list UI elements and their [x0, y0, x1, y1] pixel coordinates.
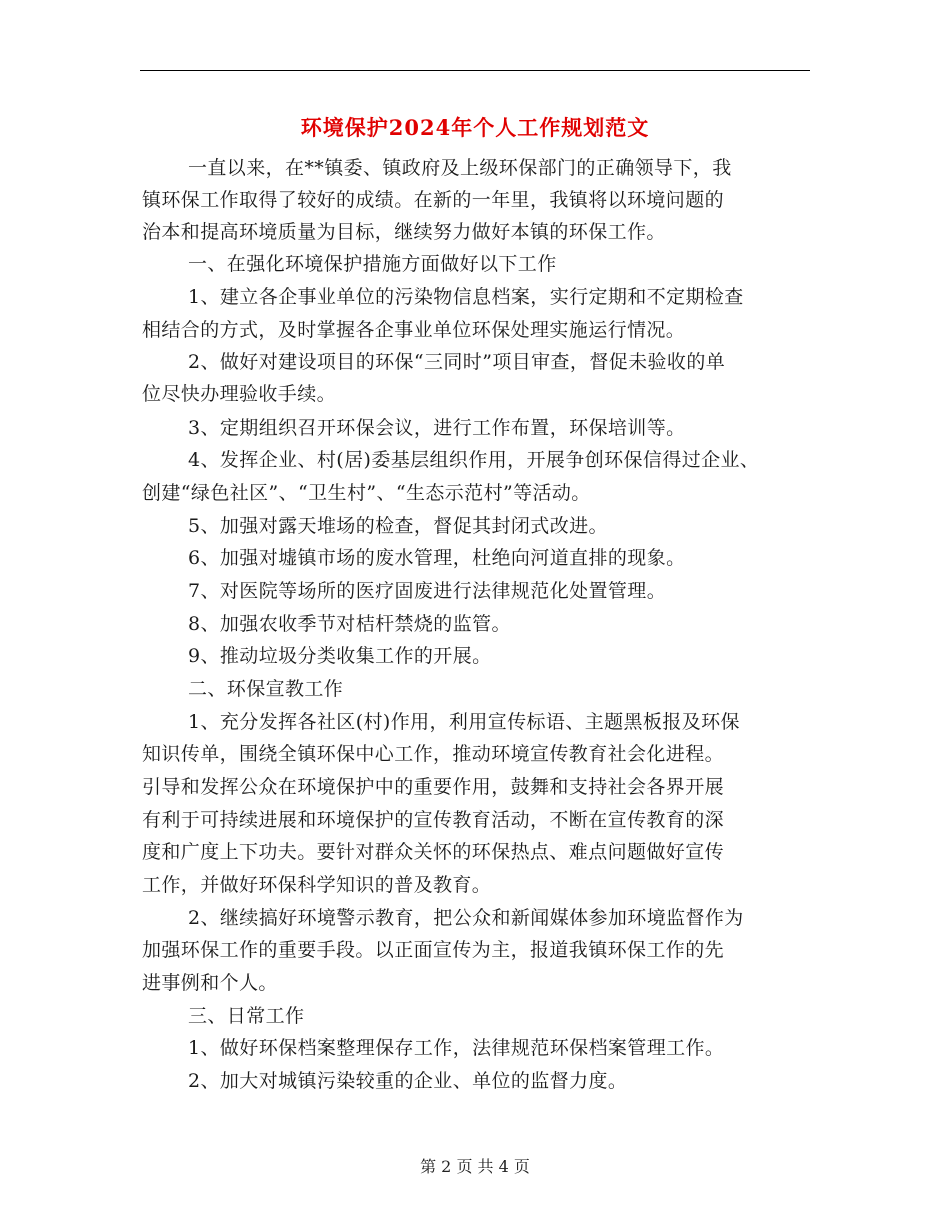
body-line: 3、定期组织召开环保会议，进行工作布置，环保培训等。	[188, 417, 686, 439]
body-line: 9、推动垃圾分类收集工作的开展。	[188, 645, 492, 667]
body-line: 5、加强对露天堆场的检查，督促其封闭式改进。	[188, 515, 608, 537]
body-line: 2、做好对建设项目的环保“三同时”项目审查，督促未验收的单	[188, 351, 726, 373]
body-line: 工作，并做好环保科学知识的普及教育。	[142, 874, 492, 896]
section-heading: 一、在强化环境保护措施方面做好以下工作	[188, 253, 557, 275]
body-line: 6、加强对墟镇市场的废水管理，杜绝向河道直排的现象。	[188, 547, 686, 569]
body-line: 1、做好环保档案整理保存工作，法律规范环保档案管理工作。	[188, 1037, 725, 1059]
body-line: 创建“绿色社区”、“卫生村”、“生态示范村”等活动。	[142, 482, 591, 504]
body-line: 加强环保工作的重要手段。以正面宣传为主，报道我镇环保工作的先	[142, 939, 725, 961]
body-line: 相结合的方式，及时掌握各企事业单位环保处理实施运行情况。	[142, 319, 686, 341]
body-line: 有利于可持续进展和环境保护的宣传教育活动，不断在宣传教育的深	[142, 809, 725, 831]
body-line: 1、建立各企事业单位的污染物信息档案，实行定期和不定期检查	[188, 286, 744, 308]
body-line: 位尽快办理验收手续。	[142, 383, 337, 405]
body-line: 一直以来，在**镇委、镇政府及上级环保部门的正确领导下，我	[188, 157, 732, 179]
header-rule	[140, 70, 810, 71]
section-heading: 三、日常工作	[188, 1005, 305, 1027]
body-line: 7、对医院等场所的医疗固废进行法律规范化处置管理。	[188, 580, 667, 602]
document-title: 环境保护2024年个人工作规划范文	[300, 115, 650, 140]
body-line: 4、发挥企业、村(居)委基层组织作用，开展争创环保信得过企业、	[188, 449, 760, 471]
body-line: 治本和提高环境质量为目标，继续努力做好本镇的环保工作。	[142, 221, 666, 243]
body-line: 2、加大对城镇污染较重的企业、单位的监督力度。	[188, 1070, 628, 1092]
page-number: 第 2 页 共 4 页	[420, 1157, 530, 1176]
body-line: 8、加强农收季节对桔杆禁烧的监管。	[188, 613, 511, 635]
body-line: 知识传单，围绕全镇环保中心工作，推动环境宣传教育社会化进程。	[142, 743, 725, 765]
body-line: 引导和发挥公众在环境保护中的重要作用，鼓舞和支持社会各界开展	[142, 776, 725, 798]
section-heading: 二、环保宣教工作	[188, 678, 344, 700]
body-line: 度和广度上下功夫。要针对群众关怀的环保热点、难点问题做好宣传	[142, 841, 725, 863]
body-line: 2、继续搞好环境警示教育，把公众和新闻媒体参加环境监督作为	[188, 907, 744, 929]
body-line: 进事例和个人。	[142, 972, 278, 994]
body-line: 1、充分发挥各社区(村)作用，利用宣传标语、主题黑板报及环保	[188, 711, 740, 733]
body-line: 镇环保工作取得了较好的成绩。在新的一年里，我镇将以环境问题的	[142, 189, 725, 211]
